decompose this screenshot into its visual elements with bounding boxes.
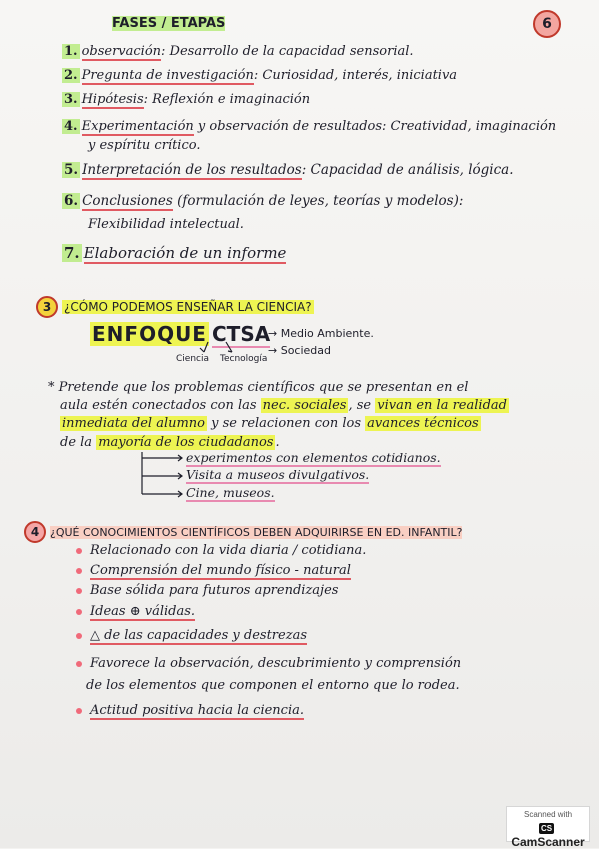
enfoque-label: ENFOQUE [92,322,207,346]
bullet-actitud: Actitud positiva hacia la ciencia. [76,703,304,718]
ctsa-paragraph-line-1: * Pretende que los problemas científicos que se presentan en el [48,380,469,395]
branch-experimentos: experimentos con elementos cotidianos. [186,450,441,465]
ctsa-tecnologia: Tecnología [220,354,268,364]
phase-item-4: 4. Experimentación y observación de resultados: Creatividad, imaginación [64,119,557,134]
phase-item-7: 7. Elaboración de un informe [64,244,287,262]
camscanner-logo-icon: CS [540,824,553,834]
phase-item-6-cont: Flexibilidad intelectual. [88,217,244,232]
bullet-capacidades: △ de las capacidades y destrezas [76,628,307,643]
bullet-dot [76,588,82,594]
bullet-base: Base sólida para futuros aprendizajes [76,583,338,598]
bullet-dot [76,568,82,574]
bullet-ideas: Ideas ⊕ válidas. [76,604,195,619]
camscanner-watermark: Scanned with CSCamScanner [506,806,590,842]
bullet-comprension: Comprensión del mundo físico - natural [76,563,351,578]
phases-title: FASES / ETAPAS [112,16,226,31]
bullet-favorece: Favorece la observación, descubrimiento y comprensión [76,656,461,671]
page-number-badge: 6 [533,10,561,38]
bullet-dot [76,609,82,615]
section-4-title: 4 ¿QUÉ CONOCIMIENTOS CIENTÍFICOS DEBEN ADQUIRIRSE EN ED. INFANTIL? [24,521,462,543]
phase-item-2: 2. Pregunta de investigación: Curiosidad, interés, iniciativa [64,68,458,83]
ctsa-paragraph-line-4: de la mayoría de los ciudadanos . [60,435,280,450]
phase-item-5: 5. Interpretación de los resultados: Capacidad de análisis, lógica. [64,162,514,178]
branch-cine: Cine, museos. [186,485,275,500]
ctsa-branch-arrows [190,340,250,356]
phase-item-3: 3. Hipótesis: Reflexión e imaginación [64,92,311,107]
ctsa-ambiente: → Medio Ambiente. [268,327,374,340]
phase-item-6: 6. Conclusiones (formulación de leyes, teorías y modelos): [64,193,464,209]
bullet-relacionado: Relacionado con la vida diaria / cotidiana. [76,543,366,558]
ctsa-label: CTSA [212,322,271,346]
ctsa-ciencia: Ciencia [176,354,209,364]
bullet-dot [76,633,82,639]
phase-item-1: 1. observación: Desarrollo de la capacidad sensorial. [64,44,414,59]
phase-item-4-cont: y espíritu crítico. [88,138,201,153]
ctsa-paragraph-line-3: inmediata del alumno y se relacionen con los avances técnicos [62,416,479,431]
section-3-title: 3 ¿CÓMO PODEMOS ENSEÑAR LA CIENCIA? [36,296,314,318]
bullet-dot [76,548,82,554]
ctsa-paragraph-line-2: aula estén conectados con las nec. sociales , se vivan en la realidad [60,398,507,413]
bullet-dot [76,661,82,667]
ctsa-sociedad: → Sociedad [268,344,332,357]
bullet-favorece-cont: de los elementos que componen el entorno que lo rodea. [86,678,460,693]
branch-visita: Visita a museos divulgativos. [186,467,370,482]
branch-arrows [138,450,188,498]
bullet-dot [76,708,82,714]
